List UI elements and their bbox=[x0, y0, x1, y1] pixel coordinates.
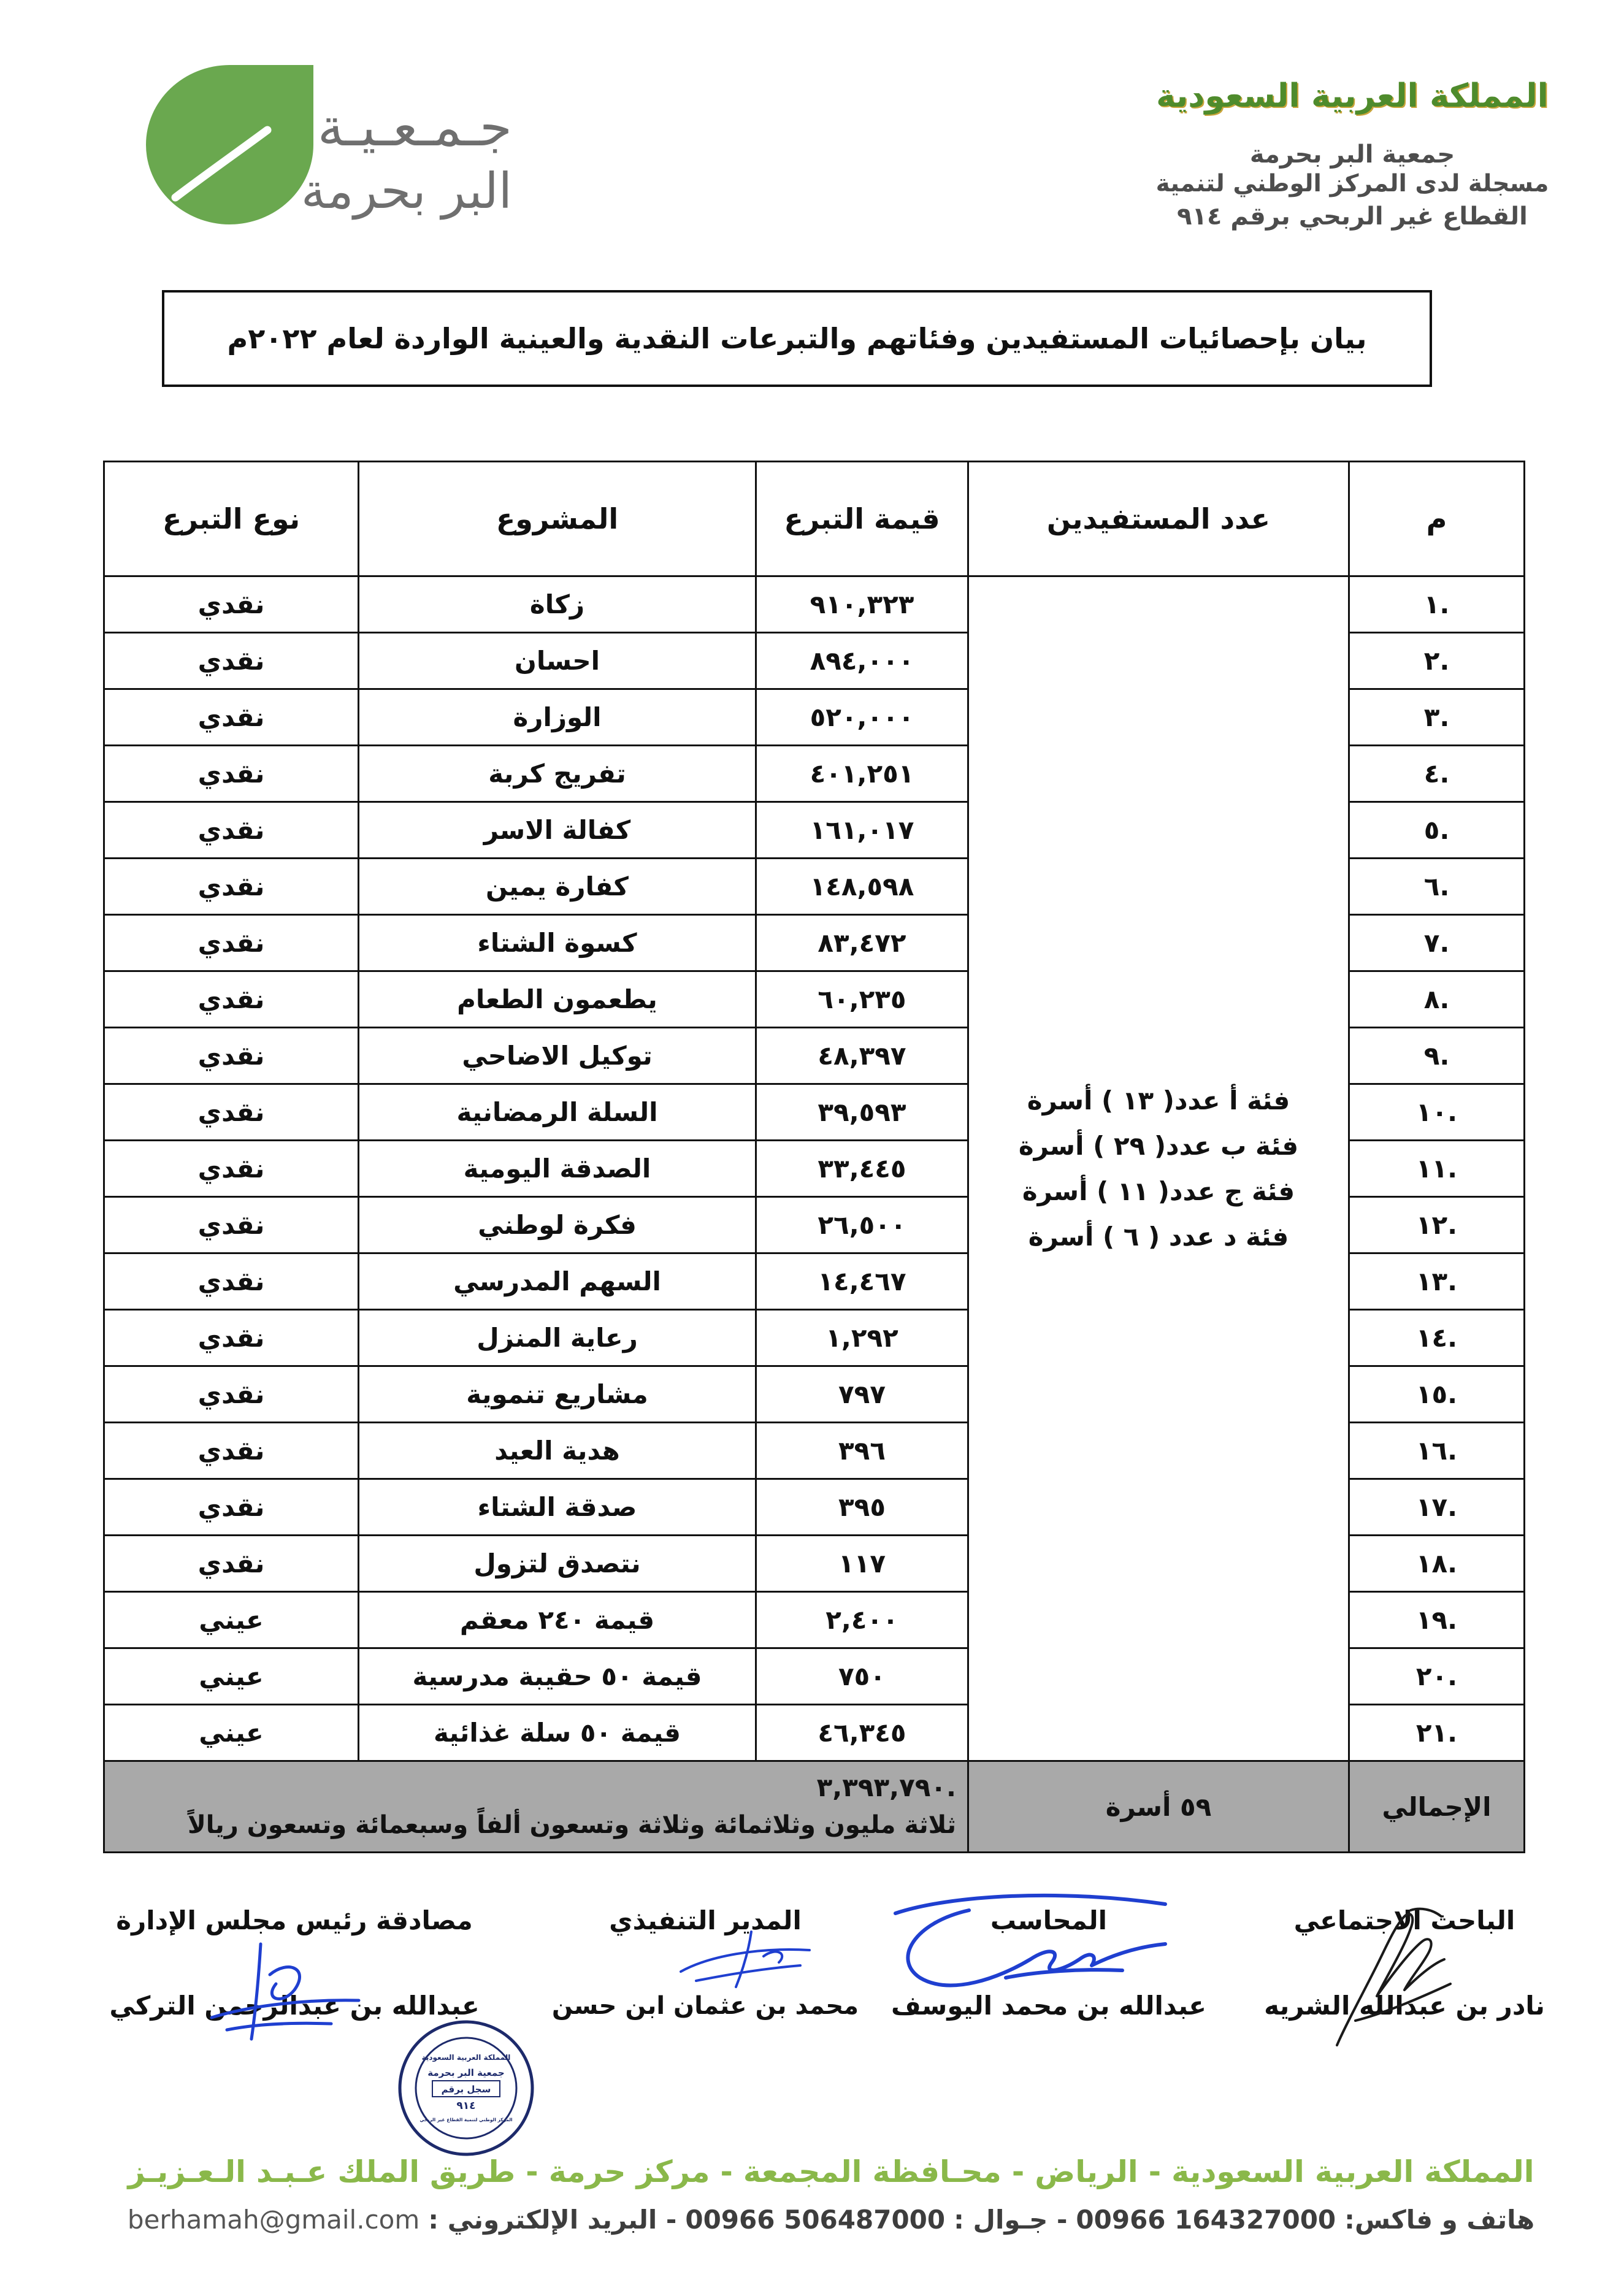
table-row bbox=[104, 576, 1525, 633]
total-amount: ٣,٣٩٣,٧٩٠. bbox=[816, 1772, 956, 1802]
project-name-cell: قيمة ٢٤٠ معقم bbox=[359, 1592, 756, 1648]
row-index-cell: ١٥. bbox=[1349, 1366, 1525, 1423]
project-name-cell: الصدقة اليومية bbox=[359, 1141, 756, 1197]
signature-title: الباحث الاجتماعي bbox=[1293, 1905, 1515, 1935]
project-name-cell: قيمة ٥٠ حقيبة مدرسية bbox=[359, 1648, 756, 1705]
signature-name: محمد بن عثمان ابن حسن bbox=[552, 1992, 859, 2020]
donation-amount-cell: ١,٢٩٢ bbox=[756, 1310, 968, 1366]
donation-type-cell: نقدي bbox=[104, 576, 359, 633]
row-index-cell: ١٤. bbox=[1349, 1310, 1525, 1366]
donation-type-cell: نقدي bbox=[104, 859, 359, 915]
donation-amount-cell: ٤٨,٣٩٧ bbox=[756, 1028, 968, 1084]
row-index-cell: ٤. bbox=[1349, 746, 1525, 802]
total-beneficiaries: ٥٩ أسرة bbox=[968, 1761, 1349, 1853]
mobile-label: - جـوال : bbox=[954, 2204, 1068, 2235]
project-name-cell: احسان bbox=[359, 633, 756, 689]
donation-type-cell: نقدي bbox=[104, 1536, 359, 1592]
donation-amount-cell: ١١٧ bbox=[756, 1536, 968, 1592]
project-name-cell: مشاريع تنموية bbox=[359, 1366, 756, 1423]
donation-type-cell: نقدي bbox=[104, 1423, 359, 1479]
donation-type-cell: نقدي bbox=[104, 746, 359, 802]
project-name-cell: كفارة يمين bbox=[359, 859, 756, 915]
project-name-cell: كفالة الاسر bbox=[359, 802, 756, 859]
row-index-cell: ٢. bbox=[1349, 633, 1525, 689]
donation-type-cell: عيني bbox=[104, 1648, 359, 1705]
donation-type-cell: نقدي bbox=[104, 1028, 359, 1084]
row-index-cell: ١٧. bbox=[1349, 1479, 1525, 1536]
donation-amount-cell: ٢٦,٥٠٠ bbox=[756, 1197, 968, 1253]
stamp-number-text: ٩١٤ bbox=[456, 2100, 476, 2112]
donation-amount-cell: ٨٣,٤٧٢ bbox=[756, 915, 968, 971]
total-amount-words: ثلاثة مليون وثلاثمائة وثلاثة وتسعون ألفاً وسبعمائة وتسعون ريالاً bbox=[187, 1811, 956, 1839]
beneficiary-category: فئة د عدد ( ٦ ) أسرة bbox=[1028, 1221, 1289, 1252]
project-name-cell: الوزارة bbox=[359, 689, 756, 746]
project-name-cell: كسوة الشتاء bbox=[359, 915, 756, 971]
project-name-cell: فكرة لوطني bbox=[359, 1197, 756, 1253]
document-title: بيان بإحصائيات المستفيدين وفئاتهم والتبرعات النقدية والعينية الواردة لعام ٢٠٢٢م bbox=[227, 322, 1367, 355]
leaf-logo-icon bbox=[145, 64, 316, 226]
donation-type-cell: عيني bbox=[104, 1705, 359, 1761]
header-beneficiaries: عدد المستفيدين bbox=[968, 462, 1349, 576]
project-name-cell: تفريج كربة bbox=[359, 746, 756, 802]
donation-amount-cell: ٣٩,٥٩٣ bbox=[756, 1084, 968, 1141]
donation-amount-cell: ٨٩٤,٠٠٠ bbox=[756, 633, 968, 689]
row-index-cell: ١٩. bbox=[1349, 1592, 1525, 1648]
association-name-line: جمعية البر بحرمة bbox=[1249, 140, 1455, 169]
donation-amount-cell: ٧٩٧ bbox=[756, 1366, 968, 1423]
total-label: الإجمالي bbox=[1349, 1761, 1525, 1853]
donation-amount-cell: ٣٩٦ bbox=[756, 1423, 968, 1479]
row-index-cell: ١٦. bbox=[1349, 1423, 1525, 1479]
donation-type-cell: نقدي bbox=[104, 915, 359, 971]
donation-amount-cell: ٣٣,٤٤٥ bbox=[756, 1141, 968, 1197]
executive-director-signature bbox=[672, 1919, 819, 1999]
row-index-cell: ٢٠. bbox=[1349, 1648, 1525, 1705]
kingdom-calligraphy-logo: المملكة العربية السعودية bbox=[1156, 77, 1549, 115]
project-name-cell: هدية العيد bbox=[359, 1423, 756, 1479]
donation-amount-cell: ١٦١,٠١٧ bbox=[756, 802, 968, 859]
leaf-shape bbox=[146, 65, 313, 224]
donation-type-cell: نقدي bbox=[104, 689, 359, 746]
signature-title: مصادقة رئيس مجلس الإدارة bbox=[116, 1905, 473, 1935]
signature-name: عبدالله بن محمد اليوسف bbox=[891, 1991, 1206, 2021]
project-name-cell: قيمة ٥٠ سلة غذائية bbox=[359, 1705, 756, 1761]
donation-amount-cell: ٤٦,٣٤٥ bbox=[756, 1705, 968, 1761]
stamp-top-text: المملكة العربية السعودية bbox=[421, 2053, 511, 2062]
table-body bbox=[104, 576, 1525, 1761]
row-index-cell: ٢١. bbox=[1349, 1705, 1525, 1761]
researcher-signature bbox=[1319, 1892, 1466, 2057]
row-index-cell: ٣. bbox=[1349, 689, 1525, 746]
stamp-name-text: جمعية البر بحرمة bbox=[427, 2067, 505, 2078]
signature-name: عبدالله بن عبدالرحمن التركي bbox=[109, 1991, 480, 2021]
donation-amount-cell: ٤٠١,٢٥١ bbox=[756, 746, 968, 802]
row-index-cell: ١. bbox=[1349, 576, 1525, 633]
donation-type-cell: نقدي bbox=[104, 1253, 359, 1310]
donation-type-cell: نقدي bbox=[104, 1084, 359, 1141]
donation-type-cell: نقدي bbox=[104, 1141, 359, 1197]
email-label: - البريد الإلكتروني : bbox=[428, 2204, 677, 2235]
row-index-cell: ٥. bbox=[1349, 802, 1525, 859]
row-index-cell: ١٨. bbox=[1349, 1536, 1525, 1592]
donation-type-cell: نقدي bbox=[104, 633, 359, 689]
beneficiary-category: فئة ب عدد( ٢٩ ) أسرة bbox=[1018, 1130, 1299, 1161]
beneficiary-category: فئة أ عدد( ١٣ ) أسرة bbox=[1027, 1085, 1290, 1115]
donation-amount-cell: ٣٩٥ bbox=[756, 1479, 968, 1536]
row-index-cell: ٧. bbox=[1349, 915, 1525, 971]
donation-type-cell: نقدي bbox=[104, 1310, 359, 1366]
donations-table bbox=[103, 461, 1525, 1853]
registration-line: مسجلة لدى المركز الوطني لتنمية bbox=[1155, 170, 1549, 197]
donation-amount-cell: ٥٢٠,٠٠٠ bbox=[756, 689, 968, 746]
donation-amount-cell: ١٤,٤٦٧ bbox=[756, 1253, 968, 1310]
donation-type-cell: عيني bbox=[104, 1592, 359, 1648]
association-stamp bbox=[393, 2015, 540, 2162]
registration-number-line: القطاع غير الربحي برقم ٩١٤ bbox=[1177, 202, 1528, 231]
table-foot bbox=[104, 1761, 1525, 1853]
footer-address: المملكة العربية السعودية - الرياض - محـافظة المجمعة - مركز حرمة - طريق الملك عـبـد الـعـزيـز bbox=[128, 2154, 1534, 2189]
logo-text-line2: البر بحرمة bbox=[301, 163, 512, 220]
donation-amount-cell: ٧٥٠ bbox=[756, 1648, 968, 1705]
donation-type-cell: نقدي bbox=[104, 971, 359, 1028]
donation-type-cell: نقدي bbox=[104, 802, 359, 859]
row-index-cell: ٦. bbox=[1349, 859, 1525, 915]
row-index-cell: ٩. bbox=[1349, 1028, 1525, 1084]
footer-contact-line bbox=[123, 2198, 1539, 2241]
donation-type-cell: نقدي bbox=[104, 1479, 359, 1536]
project-name-cell: زكاة bbox=[359, 576, 756, 633]
donation-amount-cell: ٦٠,٢٣٥ bbox=[756, 971, 968, 1028]
project-name-cell: نتصدق لتزول bbox=[359, 1536, 756, 1592]
project-name-cell: رعاية المنزل bbox=[359, 1310, 756, 1366]
beneficiaries-cell bbox=[968, 576, 1349, 1761]
donation-type-cell: نقدي bbox=[104, 1197, 359, 1253]
donation-amount-cell: ٩١٠,٣٢٣ bbox=[756, 576, 968, 633]
signature-title: المدير التنفيذي bbox=[609, 1905, 802, 1935]
table-header-row bbox=[104, 462, 1525, 576]
accountant-signature bbox=[877, 1886, 1178, 2015]
donation-amount-cell: ١٤٨,٥٩٨ bbox=[756, 859, 968, 915]
project-name-cell: السلة الرمضانية bbox=[359, 1084, 756, 1141]
signature-name: نادر بن عبدالله الشريه bbox=[1264, 1991, 1545, 2021]
chairman-signature bbox=[202, 1932, 368, 2048]
row-index-cell: ١٢. bbox=[1349, 1197, 1525, 1253]
project-name-cell: توكيل الاضاحي bbox=[359, 1028, 756, 1084]
mobile-number: 00966 506487000 bbox=[685, 2204, 946, 2235]
row-index-cell: ١١. bbox=[1349, 1141, 1525, 1197]
total-row bbox=[104, 1761, 1525, 1853]
stamp-label-text: سجل برقم bbox=[441, 2084, 491, 2095]
document-title-box bbox=[162, 290, 1432, 387]
row-index-cell: ١٠. bbox=[1349, 1084, 1525, 1141]
row-index-cell: ٨. bbox=[1349, 971, 1525, 1028]
email-address: berhamah@gmail.com bbox=[127, 2204, 420, 2235]
row-index-cell: ١٣. bbox=[1349, 1253, 1525, 1310]
logo-text-line1: جـمـعـيـة bbox=[317, 97, 512, 158]
header-project: المشروع bbox=[359, 462, 756, 576]
stamp-bottom-text: المركز الوطني لتنمية القطاع غير الربحي bbox=[419, 2117, 513, 2122]
donation-amount-cell: ٢,٤٠٠ bbox=[756, 1592, 968, 1648]
donation-type-cell: نقدي bbox=[104, 1366, 359, 1423]
project-name-cell: صدقة الشتاء bbox=[359, 1479, 756, 1536]
header-index: م bbox=[1349, 462, 1525, 576]
phone-fax-number: 00966 164327000 bbox=[1076, 2204, 1336, 2235]
beneficiary-category: فئة ج عدد( ١١ ) أسرة bbox=[1022, 1176, 1295, 1206]
total-amount-cell bbox=[104, 1761, 968, 1853]
signature-title: المحاسب bbox=[990, 1905, 1108, 1935]
project-name-cell: السهم المدرسي bbox=[359, 1253, 756, 1310]
header-amount: قيمة التبرع bbox=[756, 462, 968, 576]
table-head bbox=[104, 462, 1525, 576]
header-type: نوع التبرع bbox=[104, 462, 359, 576]
project-name-cell: يطعمون الطعام bbox=[359, 971, 756, 1028]
phone-fax-label: هاتف و فاكس: bbox=[1344, 2204, 1535, 2235]
